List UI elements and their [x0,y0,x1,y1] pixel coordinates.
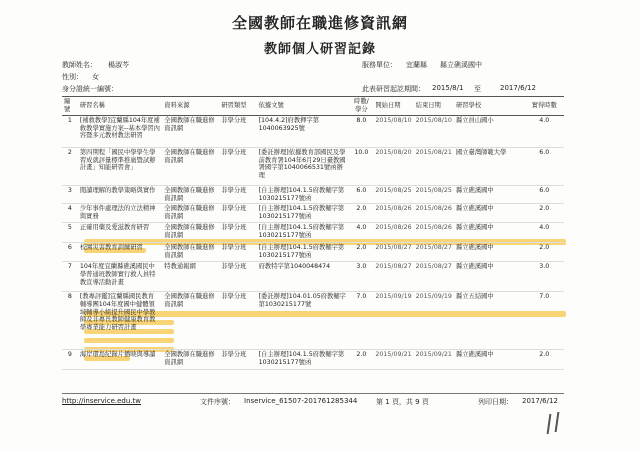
cell-start: 2015/08/25 [373,185,413,204]
cell-type: 非學分班 [219,349,256,369]
cell-name: [補救教學]宜蘭縣104年度補救教學實施方案--基本學習內容暨多元教材教法研習 [78,115,162,147]
cell-end: 2015/08/26 [414,204,454,223]
cell-hours: 2.0 [349,204,373,223]
cell-source: 全國教師在職進修資訊網 [162,223,219,243]
col-header-source: 資料來源 [162,97,219,116]
cell-hours: 2.0 [349,243,373,262]
cell-earned: 4.0 [525,223,564,243]
cell-start: 2015/08/27 [373,243,413,262]
cell-end: 2015/08/25 [414,185,454,204]
unit-label: 服務單位： [362,61,397,69]
cell-no: 8 [62,291,78,349]
col-header-hours: 時數/學分 [349,97,373,116]
cell-end: 2015/08/27 [414,243,454,262]
period-start: 2015/8/1 [432,84,464,92]
period-label: 此表研習起訖期間： [362,85,425,93]
cell-school: 縣立礁溪國中 [454,261,525,291]
cell-name: 正確用藥及愛滋教育研習 [78,223,162,243]
cell-start: 2015/08/27 [373,261,413,291]
id-label: 身分證統一編號： [62,85,118,93]
cell-earned: 6.0 [525,147,564,185]
cell-doc: [自主辦理]104.1.5府教輔字第1030215177號函 [257,185,350,204]
page-prefix: 第 [376,398,383,406]
cell-source: 全國教師在職進修資訊網 [162,243,219,262]
cell-name: 第四期程「國民中學學生學習成就評量標準推廣暨試辦計畫」知能研習會」 [78,147,162,185]
cell-doc: [委託辦理]依據教育部國民及學前教育署104年6月29日臺教國署國字第1040066531號函辦理 [257,147,350,185]
table-row [62,223,564,243]
teacher-name: 楊淑芩 [108,61,129,69]
cell-source: 全國教師在職進修資訊網 [162,115,219,147]
cell-earned: 7.0 [525,291,564,349]
cell-hours: 8.0 [349,115,373,147]
cell-school: 縣立員山國小 [454,115,525,147]
cell-hours: 7.0 [349,291,373,349]
cell-start: 2015/08/10 [373,115,413,147]
cell-earned: 2.0 [525,204,564,223]
cell-start: 2015/09/21 [373,349,413,369]
table-row [62,243,564,262]
cell-start: 2015/08/26 [373,204,413,223]
cell-name: 校園災害教育訓練研習 [78,243,162,262]
cell-doc: [自主辦理]104.1.5府教輔字第1030215177號函 [257,349,350,369]
cell-type: 非學分班 [219,291,256,349]
cell-source: 特教通報網 [162,261,219,291]
table-row [62,261,564,291]
page-subtitle: 教師個人研習記錄 [263,42,376,57]
unit-city: 宜蘭縣 [406,61,427,69]
cell-end: 2015/08/10 [414,115,454,147]
page-suffix: 頁 [421,398,429,406]
col-header-earned: 實得時數 [525,97,564,116]
cell-hours: 4.0 [349,223,373,243]
cell-type: 非學分班 [219,223,256,243]
gender-value: 女 [92,73,99,81]
table-row [62,115,564,147]
cell-school: 縣立五結國中 [454,291,525,349]
cell-name: 閱讀理解的教學策略與實作 [78,185,162,204]
cell-no: 5 [62,223,78,243]
cell-type: 非學分班 [219,261,256,291]
cell-name: 104年度宜蘭縣礁溪國民中學普通班教師實行救人員特教宣導活動計畫 [78,261,162,291]
table-row [62,185,564,204]
cell-no: 9 [62,349,78,369]
cell-school: 縣立礁溪國中 [454,223,525,243]
cell-earned: 3.0 [525,261,564,291]
page-title: 全國教師在職進修資訊網 [231,14,408,32]
footer-url-link[interactable]: http://inservice.edu.tw [62,397,142,405]
cell-earned: 2.0 [525,243,564,262]
cell-source: 全國教師在職進修資訊網 [162,185,219,204]
cell-school: 縣立礁溪國中 [454,185,525,204]
page-indicator [376,397,429,407]
cell-no: 1 [62,115,78,147]
cell-end: 2015/08/27 [414,261,454,291]
col-header-doc: 依據文號 [257,97,350,116]
table-row [62,349,564,369]
cell-source: 全國教師在職進修資訊網 [162,291,219,349]
cell-doc: [自主辦理]104.1.5府教輔字第1030215177號函 [257,243,350,262]
training-records-table [62,96,564,370]
cell-earned: 2.0 [525,349,564,369]
cell-no: 6 [62,243,78,262]
print-date: 2017/6/12 [522,397,558,405]
cell-end: 2015/09/21 [414,349,454,369]
col-header-no: 編號 [62,97,78,116]
pen-mark [555,412,559,432]
cell-school: 國立臺灣師範大學 [454,147,525,185]
doc-serial-number: Inservice_61507-201761285344 [244,397,358,405]
col-header-start: 開始日期 [373,97,413,116]
page-number: 1 [385,398,390,406]
col-header-name: 研習名稱 [78,97,162,116]
cell-end: 2015/08/21 [414,147,454,185]
page-total: 9 [415,398,420,406]
page-middle: 頁，共 [391,398,413,406]
cell-doc: [104.4.2]府教揮字第1040063925號 [257,115,350,147]
cell-name: 海岸環島紀錄片播映與導讀 [78,349,162,369]
pen-mark [547,414,551,434]
doc-serial-label: 文件序號： [200,398,235,406]
cell-no: 2 [62,147,78,185]
cell-doc: 府教特字第1040048474 [257,261,350,291]
cell-type: 非學分班 [219,185,256,204]
cell-type: 非學分班 [219,115,256,147]
table-header-row [62,97,564,116]
table-row [62,291,564,349]
footer-rule [62,393,564,394]
cell-hours: 2.0 [349,349,373,369]
cell-hours: 3.0 [349,261,373,291]
cell-school: 縣立礁溪國中 [454,243,525,262]
cell-school: 縣立礁溪國中 [454,349,525,369]
cell-doc: [自主辦理]104.1.5府教輔字第1030215177號函 [257,223,350,243]
unit-school: 縣立礁溪國中 [440,61,482,69]
period-end: 2017/6/12 [500,84,536,92]
col-header-school: 研習學校 [454,97,525,116]
cell-earned: 6.0 [525,185,564,204]
teacher-label: 教師姓名： [62,61,97,69]
table-row [62,147,564,185]
cell-start: 2015/09/19 [373,291,413,349]
cell-doc: [委託辦理]104.01.05府教輔字第1030215177號 [257,291,350,349]
table-row [62,204,564,223]
col-header-type: 研習類型 [219,97,256,116]
cell-hours: 10.0 [349,147,373,185]
cell-type: 非學分班 [219,147,256,185]
cell-earned: 4.0 [525,115,564,147]
cell-no: 3 [62,185,78,204]
cell-start: 2015/08/20 [373,147,413,185]
cell-start: 2015/08/26 [373,223,413,243]
cell-source: 全國教師在職進修資訊網 [162,349,219,369]
col-header-end: 結束日期 [414,97,454,116]
cell-end: 2015/08/26 [414,223,454,243]
cell-end: 2015/09/19 [414,291,454,349]
cell-source: 全國教師在職進修資訊網 [162,147,219,185]
period-to: 至 [474,85,481,93]
cell-no: 4 [62,204,78,223]
cell-type: 非學分班 [219,243,256,262]
cell-doc: [自主辦理]104.1.5府教輔字第1030215177號函 [257,204,350,223]
print-date-label: 列印日期： [478,398,513,406]
cell-no: 7 [62,261,78,291]
cell-hours: 6.0 [349,185,373,204]
cell-name: 少年事件處理法的立法精神與實務 [78,204,162,223]
cell-school: 縣立礁溪國中 [454,204,525,223]
cell-name: [教專評鑑]宜蘭縣國民教育輔導團104年度國中健體領域輔導小組提升國民中學教師及非專長教師健康教育教學專業能力研習計畫 [78,291,162,349]
gender-label: 性別： [62,73,83,81]
cell-type: 非學分班 [219,204,256,223]
cell-source: 全國教師在職進修資訊網 [162,204,219,223]
